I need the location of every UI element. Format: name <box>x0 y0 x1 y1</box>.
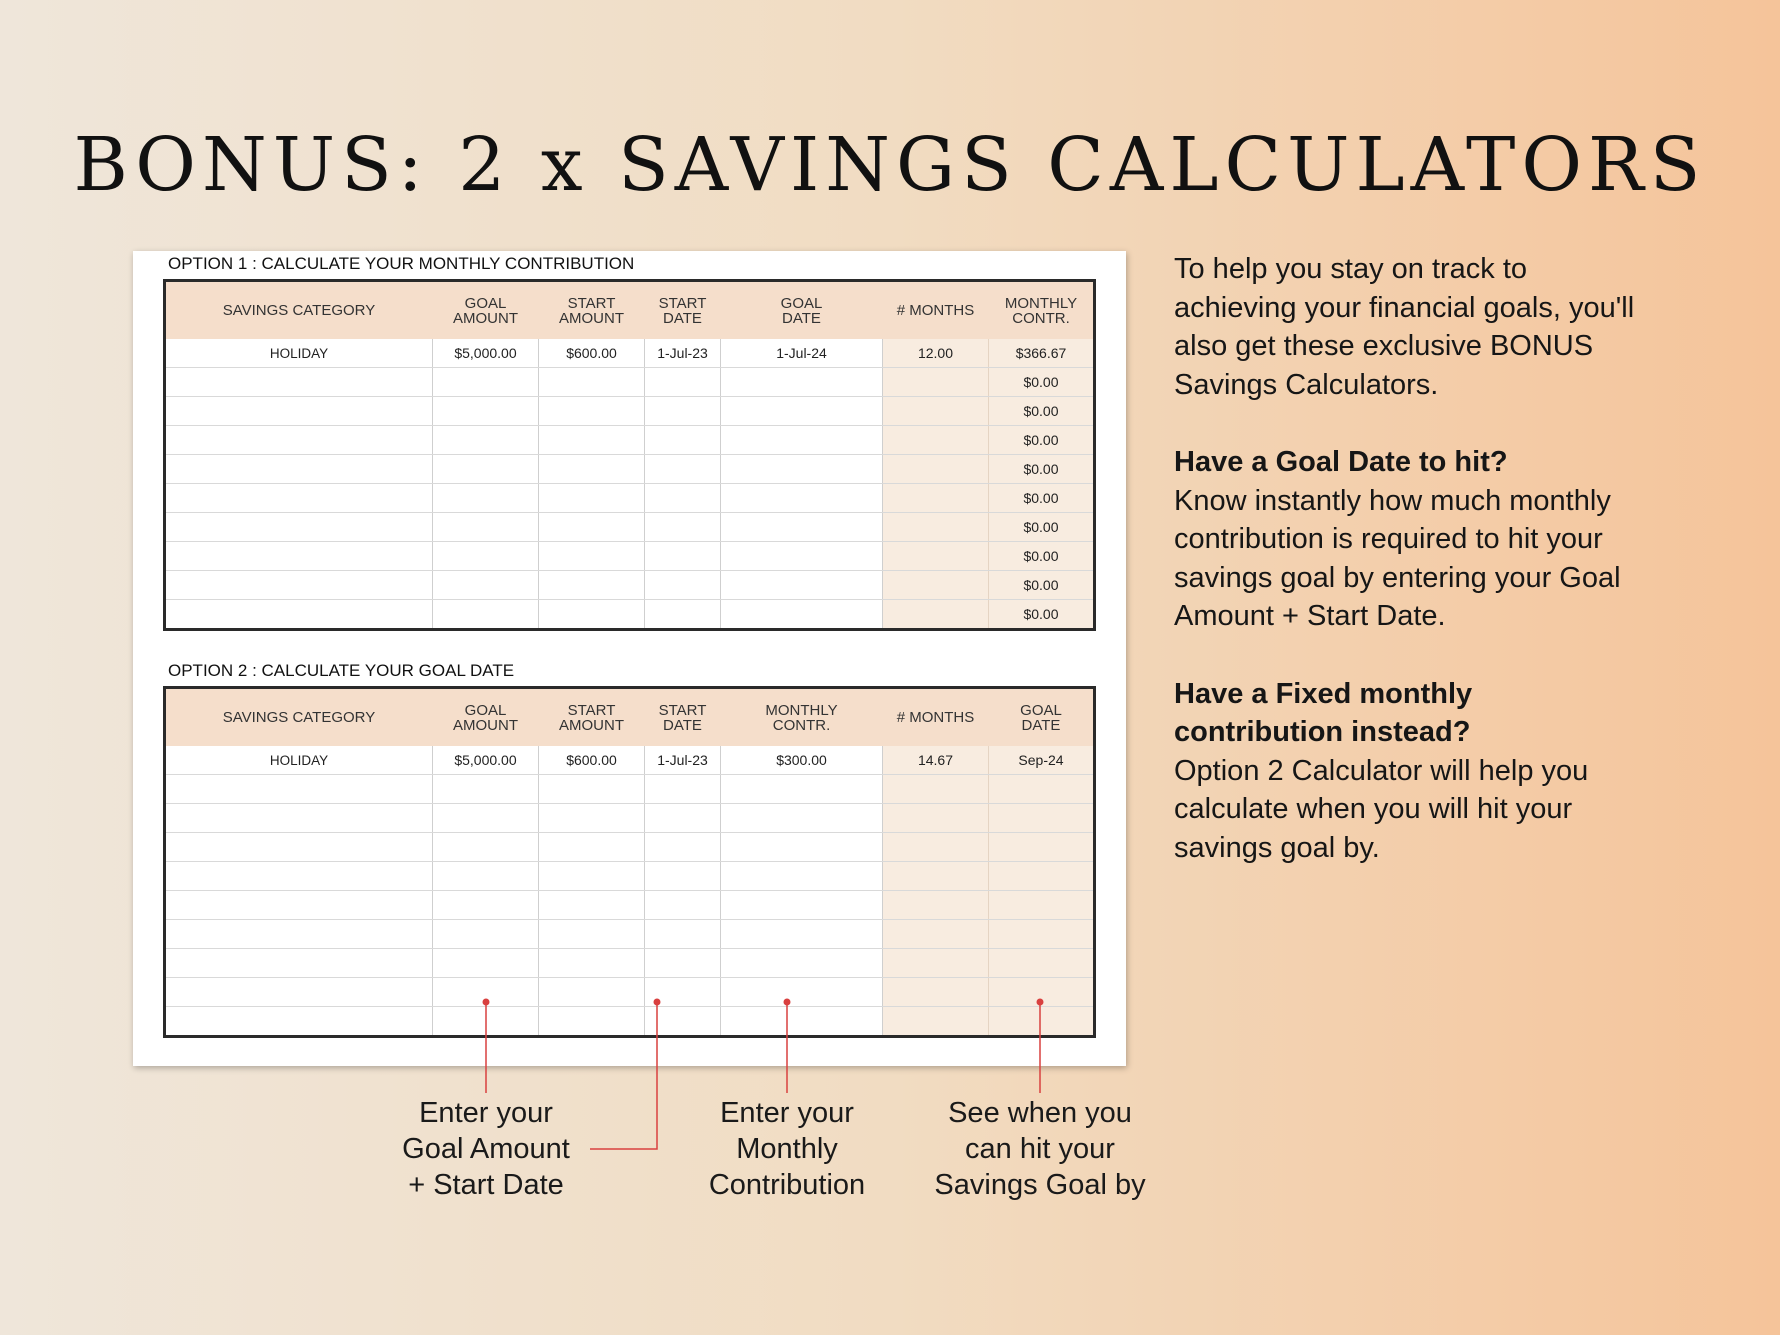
intro-text: To help you stay on track to achieving your financial goals, you'll also get these exclusive BONUS Savings Calculators. <box>1174 253 1635 401</box>
caption-goal-amount: Enter your Goal Amount + Start Date <box>402 1097 570 1201</box>
input-cell[interactable]: $5,000.00 <box>433 339 539 368</box>
column-header: # MONTHS <box>883 688 989 747</box>
fixed-contribution-body: Option 2 Calculator will help you calculate when you will hit your savings goal by. <box>1174 754 1589 864</box>
calculated-cell: Sep-24 <box>989 746 1095 775</box>
input-cell[interactable]: 1-Jul-23 <box>645 746 721 775</box>
pointer-dot-goal-amount <box>483 999 490 1006</box>
calculated-cell: $0.00 <box>989 513 1095 542</box>
column-header: START DATE <box>645 688 721 747</box>
calculated-cell: $366.67 <box>989 339 1095 368</box>
option1-label: OPTION 1 : CALCULATE YOUR MONTHLY CONTRIBUTION <box>168 254 635 273</box>
calculated-cell: $0.00 <box>989 484 1095 513</box>
column-header: START DATE <box>645 281 721 340</box>
goal-date-body: Know instantly how much monthly contribution is required to hit your savings goal by entering your Goal Amount + Start Date. <box>1174 484 1621 632</box>
column-header: START AMOUNT <box>539 688 645 747</box>
caption-monthly-contribution: Enter your Monthly Contribution <box>708 1097 866 1201</box>
column-header: MONTHLY CONTR. <box>721 688 883 747</box>
pointer-dot-monthly <box>784 999 791 1006</box>
calculated-cell: $0.00 <box>989 600 1095 630</box>
goal-date-heading: Have a Goal Date to hit? <box>1174 446 1508 478</box>
option2-label: OPTION 2 : CALCULATE YOUR GOAL DATE <box>168 661 515 680</box>
input-cell[interactable]: HOLIDAY <box>165 339 433 368</box>
calculated-cell: $0.00 <box>989 368 1095 397</box>
column-header: # MONTHS <box>883 281 989 340</box>
calculated-cell: $0.00 <box>989 542 1095 571</box>
input-cell[interactable]: $600.00 <box>539 339 645 368</box>
calculated-cell: $0.00 <box>989 426 1095 455</box>
column-header: SAVINGS CATEGORY <box>165 281 433 340</box>
input-cell[interactable]: HOLIDAY <box>165 746 433 775</box>
column-header: GOAL DATE <box>989 688 1095 747</box>
input-cell[interactable]: 1-Jul-24 <box>721 339 883 368</box>
column-header: SAVINGS CATEGORY <box>165 688 433 747</box>
pointer-dot-goal-date <box>1037 999 1044 1006</box>
column-header: GOAL AMOUNT <box>433 688 539 747</box>
column-header: START AMOUNT <box>539 281 645 340</box>
calculated-cell: 14.67 <box>883 746 989 775</box>
calculated-cell: $0.00 <box>989 571 1095 600</box>
pointer-dot-start-date <box>654 999 661 1006</box>
calculated-cell: $0.00 <box>989 455 1095 484</box>
input-cell[interactable]: $5,000.00 <box>433 746 539 775</box>
column-header: MONTHLY CONTR. <box>989 281 1095 340</box>
pointer-start-date <box>590 1002 657 1149</box>
page-title: BONUS: 2 x SAVINGS CALCULATORS <box>73 122 1707 208</box>
caption-goal-date: See when you can hit your Savings Goal by <box>934 1097 1146 1201</box>
input-cell[interactable]: $600.00 <box>539 746 645 775</box>
column-header: GOAL AMOUNT <box>433 281 539 340</box>
fixed-contribution-heading: Have a Fixed monthly contribution instead? <box>1174 677 1473 748</box>
calculated-cell: 12.00 <box>883 339 989 368</box>
column-header: GOAL DATE <box>721 281 883 340</box>
input-cell[interactable]: $300.00 <box>721 746 883 775</box>
calculated-cell: $0.00 <box>989 397 1095 426</box>
input-cell[interactable]: 1-Jul-23 <box>645 339 721 368</box>
